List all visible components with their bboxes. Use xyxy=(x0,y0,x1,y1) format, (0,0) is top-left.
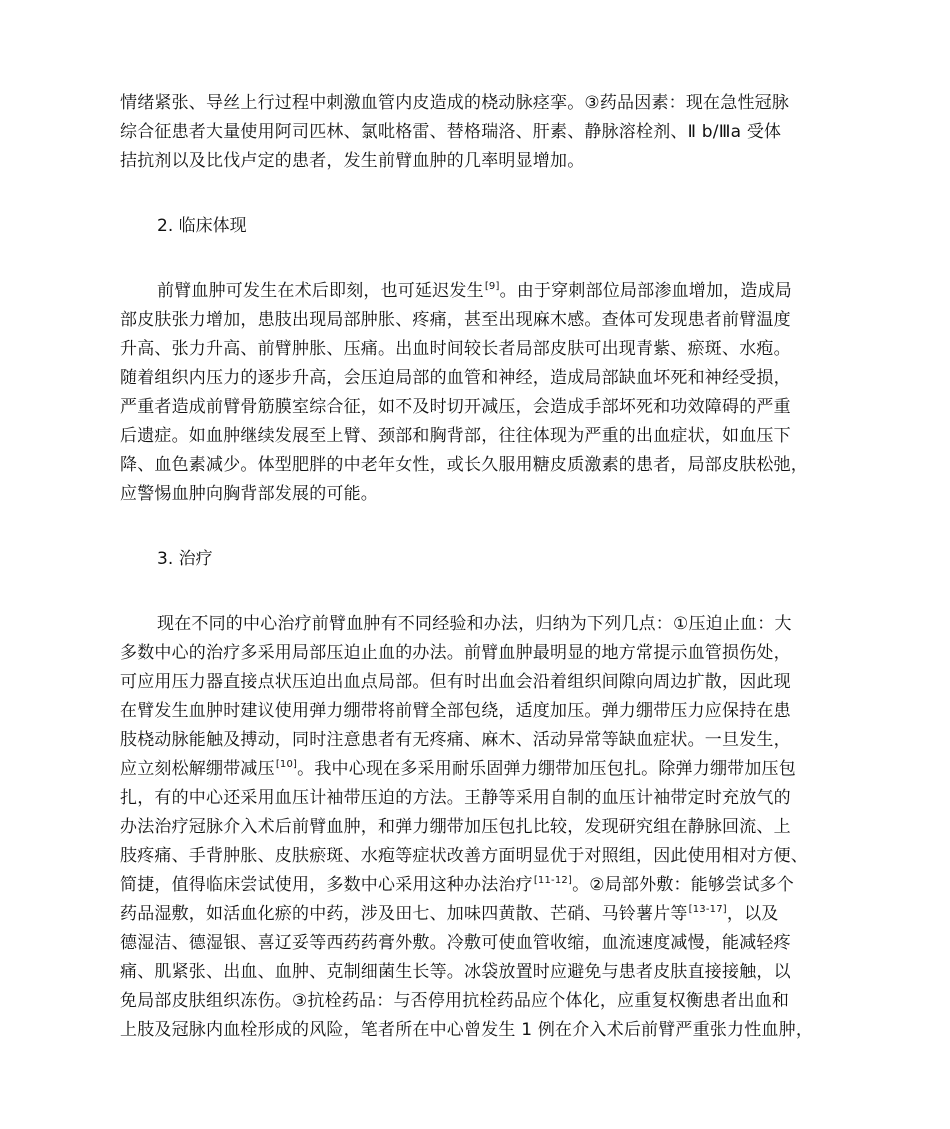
text-line xyxy=(120,900,836,929)
text-line: 拮抗剂以及比伐卢定的患者，发生前臂血肿的几率明显增加。 xyxy=(120,151,585,171)
paragraph-treatment xyxy=(120,610,836,1045)
document-page xyxy=(120,89,836,1045)
text-line: 现在不同的中心治疗前臂血肿有不同经验和办法，归纳为下列几点：①压迫止血：大 xyxy=(157,614,792,634)
text-line: 多数中心的治疗多采用局部压迫止血的办法。前臂血肿最明显的地方常提示血管损伤处， xyxy=(120,643,791,663)
text-line: 升高、张力升高、前臂肿胀、压痛。出血时间较长者局部皮肤可出现青紫、瘀斑、水疱。 xyxy=(120,339,791,359)
text-line: 情绪紧张、导丝上行过程中刺激血管内皮造成的桡动脉痉挛。③药品因素：现在急性冠脉 xyxy=(120,93,790,113)
text-line: 痛、肌紧张、出血、血肿、克制细菌生长等。冰袋放置时应避免与患者皮肤直接接触，以 xyxy=(120,962,791,982)
text-line: 上肢及冠脉内血栓形成的风险，笔者所在中心曾发生 1 例在介入术后前臂严重张力性血肿， xyxy=(120,1020,814,1040)
text-span: 。②局部外敷：能够尝试多个 xyxy=(572,875,794,895)
text-span: ，以及 xyxy=(726,904,779,924)
text-line: 综合征患者大量使用阿司匹林、氯吡格雷、替格瑞洛、肝素、静脉溶栓剂、Ⅱ b/Ⅲa 受体 xyxy=(120,122,782,142)
text-span: 简捷，值得临床尝试使用，多数中心采用这种办法治疗 xyxy=(120,875,533,895)
text-line: 严重者造成前臂骨筋膜室综合征，如不及时切开减压，会造成手部坏死和功效障碍的严重 xyxy=(120,397,791,417)
text-line: 可应用压力器直接点状压迫出血点局部。但有时出血会沿着组织间隙向周边扩散，因此现 xyxy=(120,672,791,692)
text-line xyxy=(120,277,836,306)
citation-ref: [11-12] xyxy=(533,875,573,887)
text-line: 后遗症。如血肿继续发展至上臂、颈部和胸背部，往往体现为严重的出血症状，如血压下 xyxy=(120,426,791,446)
text-line xyxy=(120,871,836,900)
text-span: 药品湿敷，如活血化瘀的中药，涉及田七、加味四黄散、芒硝、马铃薯片等 xyxy=(120,904,688,924)
text-line: 肢疼痛、手背肿胀、皮肤瘀斑、水疱等症状改善方面明显优于对照组，因此使用相对方便、 xyxy=(120,846,808,866)
text-span: 应立刻松解绷带减压 xyxy=(120,759,275,779)
spacer xyxy=(120,574,836,610)
text-line: 应警惕血肿向胸背部发展的可能。 xyxy=(120,484,378,504)
text-span: 前臂血肿可发生在术后即刻，也可延迟发生 xyxy=(157,281,484,301)
text-line: 在臂发生血肿时建议使用弹力绷带将前臂全部包绕，适度加压。弹力绷带压力应保持在患 xyxy=(120,701,791,721)
text-span: 。由于穿刺部位局部渗血增加，造成局 xyxy=(499,281,792,301)
text-line: 办法治疗冠脉介入术后前臂血肿，和弹力绷带加压包扎比较，发现研究组在静脉回流、上 xyxy=(120,817,791,837)
section-heading-clinical: 2. 临床体现 xyxy=(157,216,247,236)
section-heading-treatment: 3. 治疗 xyxy=(157,549,213,569)
spacer xyxy=(120,509,836,545)
text-line: 德湿洁、德湿银、喜辽妥等西药药膏外敷。冷敷可使血管收缩，血流速度减慢，能减轻疼 xyxy=(120,933,791,953)
text-line: 免局部皮肤组织冻伤。③抗栓药品：与否停用抗栓药品应个体化，应重复权衡患者出血和 xyxy=(120,991,790,1011)
paragraph-clinical xyxy=(120,277,836,509)
citation-ref: [13-17] xyxy=(688,904,727,916)
text-span: 。我中心现在多采用耐乐固弹力绷带加压包扎。除弹力绷带加压包 xyxy=(297,759,796,779)
text-line: 降、血色素减少。体型肥胖的中老年女性，或长久服用糖皮质激素的患者，局部皮肤松弛， xyxy=(120,455,808,475)
spacer xyxy=(120,176,836,212)
spacer xyxy=(120,241,836,277)
citation-ref: [10] xyxy=(275,759,298,771)
text-line xyxy=(120,755,836,784)
text-line: 肢桡动脉能触及搏动，同时注意患者有无疼痛、麻木、活动异常等缺血症状。一旦发生， xyxy=(120,730,791,750)
citation-ref: [9] xyxy=(484,281,500,293)
text-line: 随着组织内压力的逐步升高，会压迫局部的血管和神经，造成局部缺血坏死和神经受损， xyxy=(120,368,791,388)
text-line: 部皮肤张力增加，患肢出现局部肿胀、疼痛，甚至出现麻木感。查体可发现患者前臂温度 xyxy=(120,310,791,330)
paragraph-intro xyxy=(120,89,836,176)
text-line: 扎，有的中心还采用血压计袖带压迫的方法。王静等采用自制的血压计袖带定时充放气的 xyxy=(120,788,791,808)
